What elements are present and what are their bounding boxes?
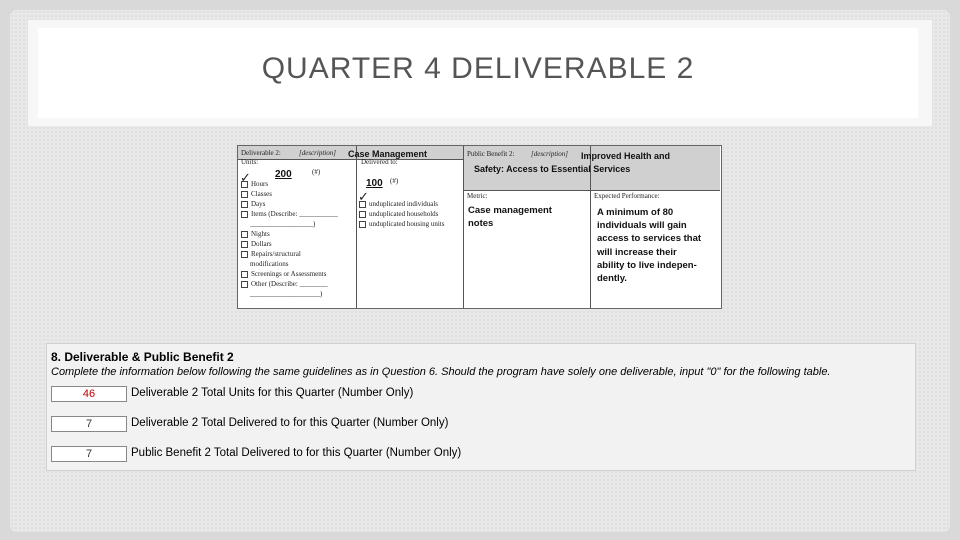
checkbox-icon xyxy=(359,201,366,208)
metric-value-2: notes xyxy=(468,218,494,229)
unit-options-list xyxy=(241,179,338,299)
checkbox-icon xyxy=(241,231,248,238)
units-suffix: (#) xyxy=(312,168,321,176)
checkbox-icon xyxy=(359,221,366,228)
public-benefit-total-label: Public Benefit 2 Total Delivered to for this Quarter (Number Only) xyxy=(131,447,462,459)
metric-label: Metric: xyxy=(467,192,488,200)
checkbox-icon xyxy=(241,241,248,248)
list-item: Hours xyxy=(241,179,338,189)
list-item: unduplicated housing units xyxy=(359,219,444,229)
expected-performance-label: Expected Performance: xyxy=(594,192,660,200)
metric-value: Case management xyxy=(468,205,552,216)
list-item: Classes xyxy=(241,189,338,199)
checkbox-icon xyxy=(241,191,248,198)
public-benefit-total-input[interactable]: 7 xyxy=(51,446,127,462)
list-item: Repairs/structural xyxy=(241,249,338,259)
list-item: unduplicated individuals xyxy=(359,199,444,209)
public-benefit-label: Public Benefit 2: xyxy=(467,150,515,158)
web-form-instructions: Complete the information below following the same guidelines as in Question 6. Should the program have solely one deliverable, input "0" for the following table. xyxy=(51,366,831,378)
checkbox-icon xyxy=(241,281,248,288)
delivered-value: 100 xyxy=(366,178,383,189)
slide-title: QUARTER 4 DELIVERABLE 2 xyxy=(261,52,695,85)
checkbox-icon xyxy=(359,211,366,218)
list-item: ____________________) xyxy=(250,290,323,298)
list-item: Screenings or Assessments xyxy=(241,269,338,279)
deliverable-name: Case Management xyxy=(348,149,428,159)
description-tag: [description] xyxy=(299,149,336,157)
description-tag: [description] xyxy=(531,150,568,158)
checkbox-icon xyxy=(241,181,248,188)
list-item: Nights xyxy=(241,229,338,239)
public-benefit-text: Improved Health and xyxy=(581,151,671,161)
delivered-suffix: (#) xyxy=(390,177,399,185)
list-item: unduplicated households xyxy=(359,209,444,219)
scanned-deliverable-form xyxy=(237,145,722,309)
deliverable-web-form xyxy=(46,343,916,471)
delivered-options-list xyxy=(359,199,444,229)
expected-performance-text: A minimum of 80 individuals will gain access to services that will increase their ability to live indepen- dently. xyxy=(597,207,702,285)
checkbox-icon xyxy=(241,211,248,218)
delivered-total-input[interactable]: 7 xyxy=(51,416,127,432)
web-form-title: 8. Deliverable & Public Benefit 2 xyxy=(51,350,234,364)
checkbox-icon xyxy=(241,271,248,278)
units-total-input[interactable]: 46 xyxy=(51,386,127,402)
list-item: __________________) xyxy=(250,220,316,228)
units-total-label: Deliverable 2 Total Units for this Quarter (Number Only) xyxy=(131,387,414,399)
delivered-to-label: Delivered to: xyxy=(361,158,398,166)
checkbox-icon xyxy=(241,251,248,258)
list-item: Other (Describe: ________ xyxy=(241,279,338,289)
checkmark-icon: ✓ xyxy=(240,170,251,185)
units-value: 200 xyxy=(275,169,292,180)
list-item: modifications xyxy=(250,260,289,268)
deliverable-label: Deliverable 2: xyxy=(241,149,281,157)
checkbox-icon xyxy=(241,201,248,208)
list-item: Dollars xyxy=(241,239,338,249)
units-label: Units: xyxy=(241,158,259,166)
delivered-total-label: Deliverable 2 Total Delivered to for this Quarter (Number Only) xyxy=(131,417,449,429)
checkmark-icon: ✓ xyxy=(358,189,369,204)
public-benefit-text-2: Safety: Access to Essential Services xyxy=(474,164,631,174)
list-item: Items (Describe: ___________ xyxy=(241,209,338,219)
list-item: Days xyxy=(241,199,338,209)
